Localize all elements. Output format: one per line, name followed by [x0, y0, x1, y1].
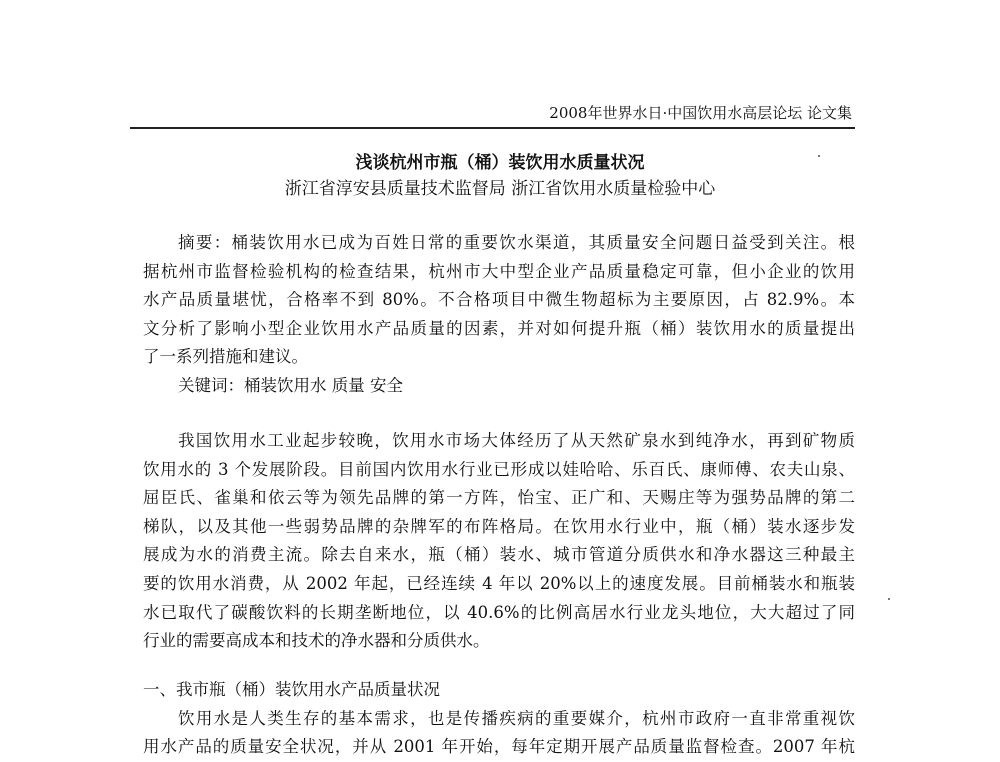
abstract: [143, 229, 855, 401]
paper-title: 浅谈杭州市瓶（桶）装饮用水质量状况: [355, 153, 645, 173]
paper-authors: 浙江省淳安县质量技术监督局 浙江省饮用水质量检验中心: [284, 179, 716, 199]
paragraph-line: 屈臣氏、雀巢和依云等为领先品牌的第一方阵，怡宝、正广和、天赐庄等为强势品牌的第二: [143, 488, 855, 508]
paragraph-line: 展成为水的消费主流。除去自来水，瓶（桶）装水、城市管道分质供水和净水器这三种最主: [143, 545, 855, 565]
abstract-line: 水产品质量堪忧，合格率不到 80%。不合格项目中微生物超标为主要原因，占 82.9%。本: [143, 290, 855, 310]
paragraph-line: 行业的需要高成本和技术的净水器和分质供水。: [143, 631, 490, 651]
scan-speck: [888, 598, 890, 600]
running-header: 2008年世界水日·中国饮用水高层论坛 论文集: [549, 104, 852, 122]
paragraph-line: 水已取代了碳酸饮料的长期垄断地位，以 40.6%的比例高居水行业龙头地位，大大超过了同: [143, 602, 855, 622]
abstract-line: 了一系列措施和建议。: [143, 347, 308, 367]
paragraph-line: 梯队，以及其他一些弱势品牌的杂牌军的布阵格局。在饮用水行业中，瓶（桶）装水逐步发: [143, 516, 855, 536]
paragraph-line: 饮用水是人类生存的基本需求，也是传播疾病的重要媒介，杭州市政府一直非常重视饮: [178, 708, 855, 728]
abstract-line: 据杭州市监督检验机构的检查结果，杭州市大中型企业产品质量稳定可靠，但小企业的饮用: [143, 261, 855, 281]
header-rule: [130, 127, 855, 129]
abstract-line: 摘要：桶装饮用水已成为百姓日常的重要饮水渠道，其质量安全问题日益受到关注。根: [178, 233, 855, 252]
keywords: 关键词：桶装饮用水 质量 安全: [178, 375, 403, 395]
section-heading: 一、我市瓶（桶）装饮用水产品质量状况: [143, 680, 440, 699]
scan-speck: [818, 155, 820, 157]
abstract-line: 文分析了影响小型企业饮用水产品质量的因素，并对如何提升瓶（桶）装饮用水的质量提出: [143, 318, 855, 338]
paragraph-line: 要的饮用水消费，从 2002 年起，已经连续 4 年以 20%以上的速度发展。目前桶装水和瓶装: [143, 573, 855, 593]
paragraph-line: 用水产品的质量安全状况，并从 2001 年开始，每年定期开展产品质量监督检查。2007 年杭: [143, 737, 855, 757]
section-1: [143, 676, 855, 762]
paragraph-line: 饮用水的 3 个发展阶段。目前国内饮用水行业已形成以娃哈哈、乐百氏、康师傅、农夫山泉、: [143, 459, 855, 479]
intro-paragraph: [143, 427, 855, 656]
paragraph-line: 我国饮用水工业起步较晚，饮用水市场大体经历了从天然矿泉水到纯净水，再到矿物质: [178, 431, 855, 450]
